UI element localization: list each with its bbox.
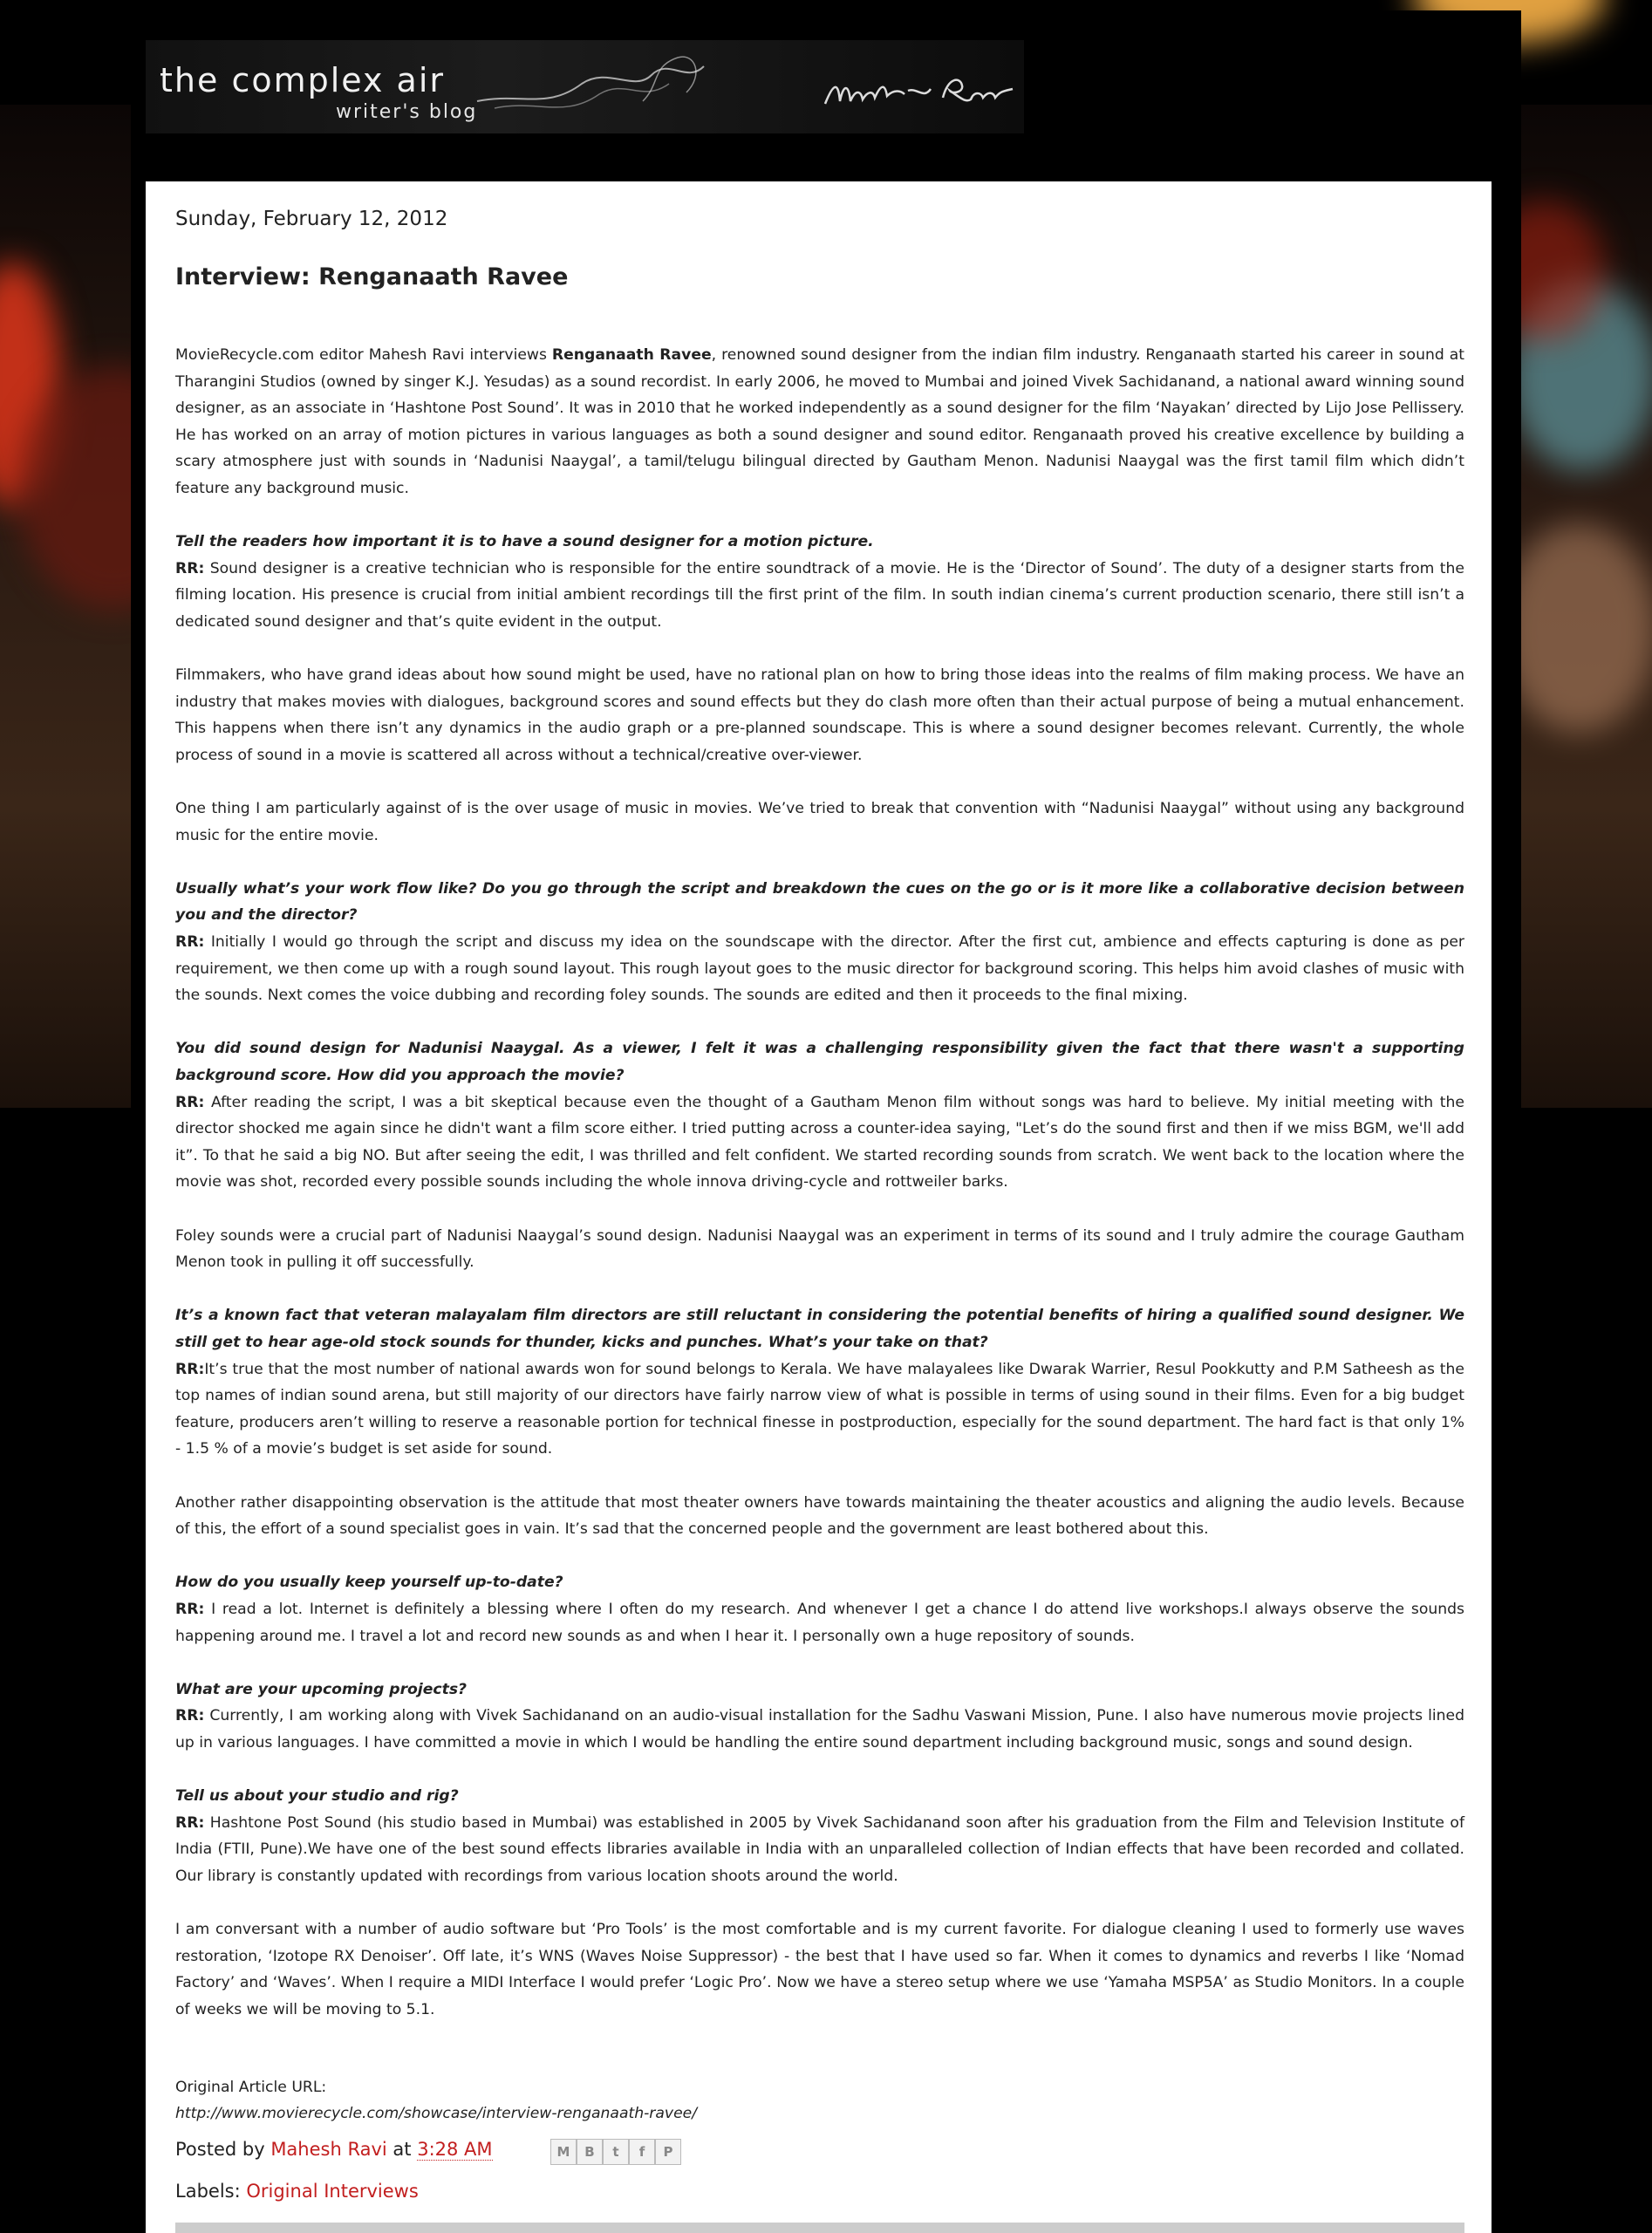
bokeh-light [1500,523,1652,733]
pinterest-icon[interactable]: P [655,2139,681,2165]
interviewee-name: Renganaath Ravee [551,346,712,364]
post-date: Sunday, February 12, 2012 [175,208,448,230]
posted-by-label: Posted by [175,2139,265,2160]
smoke-icon [468,49,730,127]
answer: Hashtone Post Sound (his studio based in Mumbai) was established in 2005 by Vivek Sachidanand soon after his graduation from the Film and Television Institute of India (FTII, Pune).We have one of the best sound effects libraries available in India with an unparalleled collection of Indian effects that have been recorded and collated. Our library is constantly updated with recordings from various location shoots around the world. [175,1813,1464,1885]
twitter-icon[interactable]: t [603,2139,629,2165]
question: Tell us about your studio and rig? [175,1787,459,1806]
labels-label: Labels: [175,2181,241,2202]
at-label: at [393,2139,412,2160]
answer: I read a lot. Internet is definitely a blessing where I often do my research. And whenever I get a chance I do attend live workshops.I always observe the sounds happening around me. I travel a lot and record new sounds as and when I hear it. I personally own a huge repository of sounds. [175,1600,1464,1645]
qa-block [175,1783,1464,1889]
qa-block [175,1676,1464,1757]
answer: After reading the script, I was a bit skeptical because even the thought of a Gautham Menon film without songs was hard to believe. My initial meeting with the director shocked me again since he didn't want a film score either. I tried putting across a counter-idea saying, "Let’s do the sound first and then if we miss BGM, we'll add it”. To that he said a big NO. But after seeing the edit, I was thrilled and felt confident. We started recording sounds from scratch. We went back to the location where the movie was shot, recorded every possible sounds including the whole innova driving-cycle and rottweiler barks. [175,1093,1464,1192]
rr-label: RR: [175,1093,205,1111]
answer-paragraph: Foley sounds were a crucial part of Nadunisi Naaygal’s sound design. Nadunisi Naaygal was an experiment in terms of its sound and I truly admire the courage Gautham Menon took in pulling it off successfully. [175,1226,1464,1272]
qa-block [175,529,1464,635]
question: You did sound design for Nadunisi Naaygal. As a viewer, I felt it was a challenging responsibility given the fact that there wasn't a supporting background score. How did you approach the movie? [175,1040,1464,1085]
question: Tell the readers how important it is to have a sound designer for a motion picture. [175,533,874,551]
answer: It’s true that the most number of national awards won for sound belongs to Kerala. We have malayalees like Dwarak Warrier, Resul Pookkutty and P.M Satheesh as the top names of indian sound arena, but still majority of our directors have fairly narrow view of what is possible in terms of using sound in their films. Even for a big budget feature, producers aren’t willing to reserve a reasonable portion for technical finesse in postproduction, especially for the sound department. The hard fact is that only 1% - 1.5 % of a movie’s budget is set aside for sound. [175,1360,1464,1458]
blogger-icon[interactable]: B [577,2139,603,2165]
answer: Currently, I am working along with Vivek Sachidanand on an audio-visual installation for the Sadhu Vaswani Mission, Pune. I also have numerous movie projects lined up in various languages. I have committed a movie in which I would be handling the entire sound department including background music, songs and sound design. [175,1707,1464,1752]
source-label: Original Article URL: [175,2079,327,2096]
email-icon[interactable]: M [550,2139,577,2165]
answer-paragraph: One thing I am particularly against of is the over usage of music in movies. We’ve tried to break that convention with “Nadunisi Naaygal” without using any background music for the entire movie. [175,800,1464,844]
intro-paragraph [175,342,1464,502]
source-block [175,2074,697,2127]
blog-header[interactable] [146,40,1024,133]
post-card [146,181,1492,2233]
post-time-link[interactable]: 3:28 AM [417,2139,493,2160]
answer-paragraph: Another rather disappointing observation is the attitude that most theater owners have towards maintaining the theater acoustics and aligning the audio levels. Because of this, the effort of a sound specialist goes in vain. It’s sad that the concerned people and the government are least bothered about this. [175,1493,1464,1539]
rr-label: RR: [175,1707,205,1725]
rr-label: RR: [175,1600,205,1618]
answer-paragraph: Filmmakers, who have grand ideas about how sound might be used, have no rational plan on how to bring those ideas into the realms of film making process. We have an industry that makes movies with dialogues, background scores and sound effects but they do clash more often than their actual purpose of being a mutual enhancement. This happens when there isn’t any dynamics in the audio graph or a pre-planned soundscape. This is where a sound designer becomes relevant. Currently, the whole process of sound in a movie is scattered all across without a technical/creative over-viewer. [175,666,1464,764]
author-link[interactable]: Mahesh Ravi [270,2139,387,2160]
answer-paragraph: I am conversant with a number of audio software but ‘Pro Tools’ is the most comfortable and is my current favorite. For dialogue cleaning I used to formerly use waves restoration, ‘Izotope RX Denoiser’. Off late, it’s WNS (Waves Noise Suppressor) - the best that I have used so far. When it comes to dynamics and reverbs I like ‘Nomad Factory’ and ‘Waves’. When I require a MIDI Interface I would prefer ‘Logic Pro’. Now we have a stereo setup where we use ‘Yamaha MSP5A’ as Studio Monitors. In a couple of weeks we will be moving to 5.1. [175,1921,1464,2018]
post-labels [175,2181,419,2202]
post-body [175,342,1464,2050]
intro-lead: MovieRecycle.com editor Mahesh Ravi interviews [175,346,552,364]
question: What are your upcoming projects? [175,1680,468,1698]
post-footer [175,2139,673,2160]
qa-block [175,876,1464,1009]
question: How do you usually keep yourself up-to-date? [175,1574,563,1592]
intro-text: , renowned sound designer from the indian film industry. Renganaath started his career in sound at Tharangini Studios (owned by singer K.J. Yesudas) as a sound recordist. In early 2006, he moved to Mumbai and joined Vivek Sachidanand, a national award winning sound designer, as an associate in ‘Hashtone Post Sound’. It was in 2010 that he worked independently as a sound designer for the film ‘Nayakan’ directed by Lijo Jose Pellissery. He has worked on an array of motion pictures in various languages as both a sound designer and sound editor. Renganaath proved his creative excellence by building a scary atmosphere just with sounds in ‘Nadunisi Naaygal’, a tamil/telugu bilingual directed by Gautham Menon. Nadunisi Naaygal was the first tamil film which didn’t feature any background music. [175,346,1464,497]
post-title[interactable]: Interview: Renganaath Ravee [175,263,569,290]
signature-image [821,65,1021,117]
question: It’s a known fact that veteran malayalam film directors are still reluctant in considering the potential benefits of hiring a qualified sound designer. We still get to hear age-old stock sounds for thunder, kicks and punches. What’s your take on that? [175,1307,1464,1351]
rr-label: RR: [175,1360,205,1378]
answer: Initially I would go through the script and discuss my idea on the soundscape with the director. After the first cut, ambience and effects capturing is done as per requirement, we then come up with a rough sound layout. This rough layout goes to the music director for background scoring. This helps him avoid clashes of music with the sounds. Next comes the voice dubbing and recording foley sounds. The sounds are edited and then it proceeds to the final mixing. [175,933,1464,1005]
blog-title[interactable]: the complex air [160,61,446,99]
label-link[interactable]: Original Interviews [246,2181,419,2202]
qa-block [175,1035,1464,1196]
source-url: http://www.movierecycle.com/showcase/interview-renganaath-ravee/ [175,2105,698,2122]
rr-label: RR: [175,933,205,952]
qa-block [175,1569,1464,1649]
blog-subtitle: writer's blog [336,101,478,123]
rr-label: RR: [175,1813,205,1832]
qa-block [175,1302,1464,1463]
facebook-icon[interactable]: f [629,2139,655,2165]
rr-label: RR: [175,559,205,577]
divider [175,2223,1464,2233]
answer: Sound designer is a creative technician who is responsible for the entire soundtrack of a movie. He is the ‘Director of Sound’. The duty of a designer starts from the filming location. His presence is crucial from initial ambient recordings till the first print of the film. In south indian cinema’s current production scenario, there still isn’t a dedicated sound designer and that’s quite evident in the output. [175,559,1464,631]
share-buttons [550,2139,681,2165]
question: Usually what’s your work flow like? Do you go through the script and breakdown the cues on the go or is it more like a collaborative decision between you and the director? [175,879,1464,925]
